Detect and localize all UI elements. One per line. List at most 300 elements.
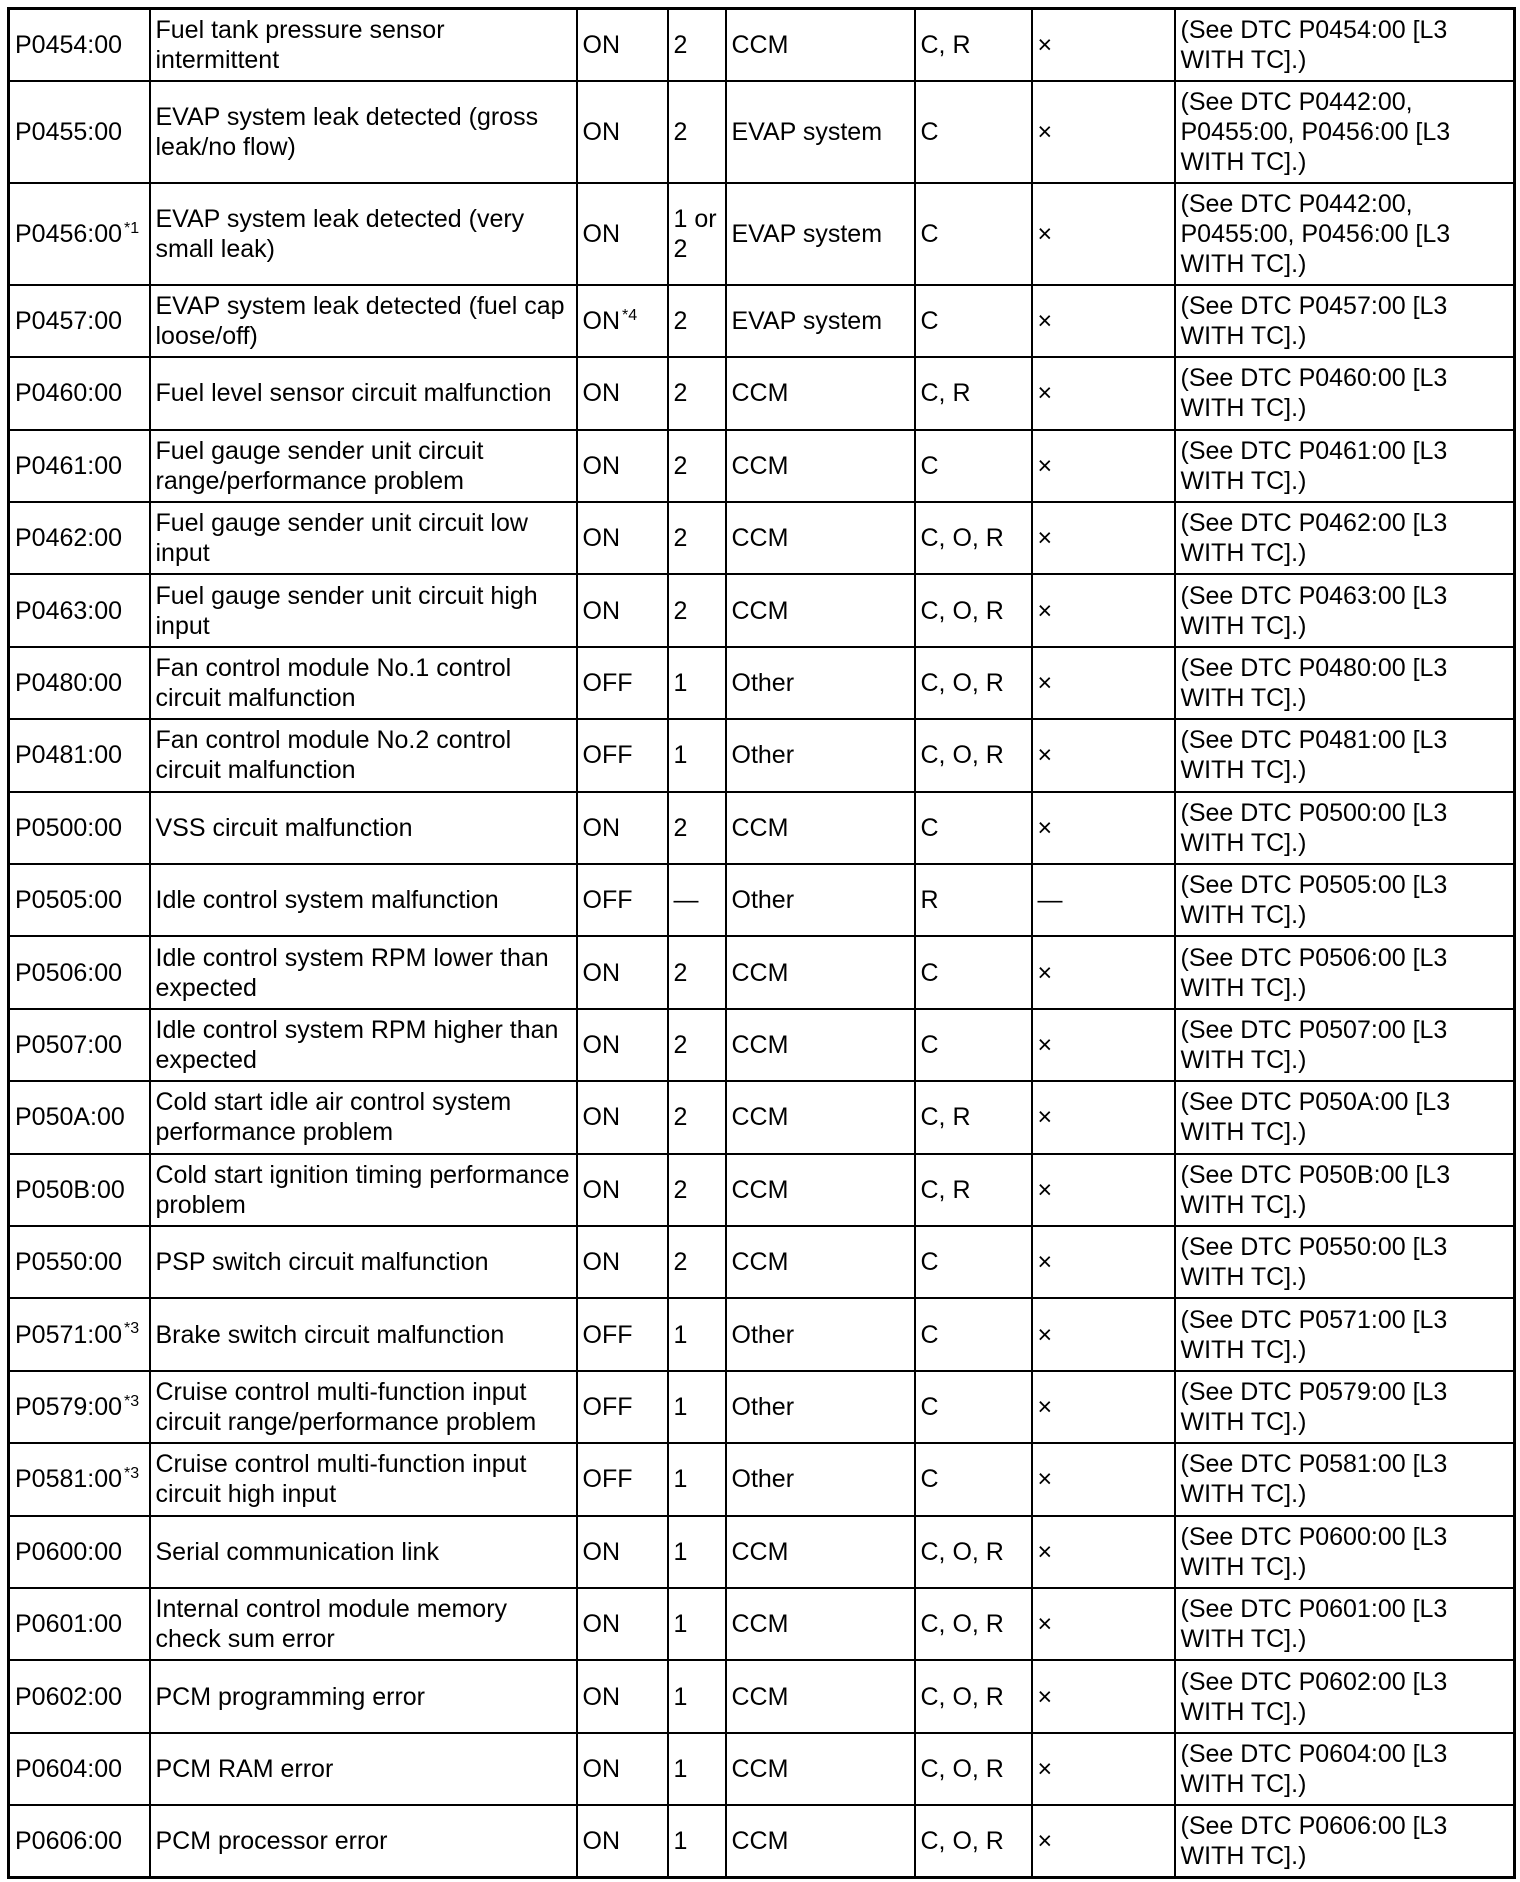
dtc-code-cell-text: P0550:00 [15, 1248, 123, 1277]
monitor-item-cell-text: CCM [731, 1682, 789, 1711]
drive-cycle-cell [668, 1660, 726, 1732]
monitor-item-cell-text: EVAP system [731, 117, 883, 146]
mil-cell-text: OFF [582, 886, 633, 915]
dtc-code-cell [9, 1298, 150, 1370]
dtc-description-cell [150, 285, 577, 357]
drive-cycle-cell-text: 2 [673, 958, 688, 987]
dtc-description-cell-text: Internal control module memory check sum error [155, 1595, 508, 1654]
self-test-type-cell [1032, 357, 1175, 429]
dtc-code-cell [9, 502, 150, 574]
memory-function-cell-text: C [920, 813, 939, 842]
memory-function-cell [915, 1588, 1032, 1660]
dtc-description-cell-text: Fan control module No.1 control circuit malfunction [155, 654, 512, 713]
mil-cell [577, 1009, 668, 1081]
dtc-code-cell-text: P0460:00 [15, 379, 123, 408]
dtc-code-cell-text: P0454:00 [15, 30, 123, 59]
table-row [9, 1154, 1515, 1226]
self-test-type-cell [1032, 285, 1175, 357]
memory-function-cell-text: C, O, R [920, 1682, 1004, 1711]
dtc-code-cell-text: P0462:00 [15, 524, 123, 553]
drive-cycle-cell-text: 2 [673, 1103, 688, 1132]
dtc-code-cell [9, 1516, 150, 1588]
monitor-item-cell-text: CCM [731, 30, 789, 59]
mil-cell [577, 1154, 668, 1226]
memory-function-cell-text: C, R [920, 30, 971, 59]
reference-cell-text: (See DTC P0550:00 [L3 WITH TC].) [1180, 1233, 1448, 1292]
table-row [9, 719, 1515, 791]
self-test-type-cell-text: × [1037, 307, 1053, 336]
table-row [9, 1298, 1515, 1370]
monitor-item-cell-text: CCM [731, 813, 789, 842]
monitor-item-cell [726, 936, 915, 1008]
dtc-code-cell-footnote: *1 [124, 219, 140, 237]
mil-cell [577, 719, 668, 791]
mil-cell-text: ON [582, 524, 620, 553]
dtc-description-cell [150, 1154, 577, 1226]
dtc-code-cell-text: P0457:00 [15, 307, 123, 336]
dtc-code-cell-text: P0606:00 [15, 1827, 123, 1856]
memory-function-cell [915, 183, 1032, 285]
monitor-item-cell [726, 1443, 915, 1515]
drive-cycle-cell-text: 1 [673, 669, 688, 698]
mil-cell [577, 574, 668, 646]
reference-cell-text: (See DTC P0604:00 [L3 WITH TC].) [1180, 1739, 1448, 1798]
monitor-item-cell-text: CCM [731, 958, 789, 987]
reference-cell-text: (See DTC P0505:00 [L3 WITH TC].) [1180, 871, 1448, 930]
memory-function-cell-text: C [920, 958, 939, 987]
drive-cycle-cell-text: 1 [673, 1682, 688, 1711]
reference-cell [1175, 502, 1515, 574]
dtc-code-cell [9, 1009, 150, 1081]
dtc-code-cell [9, 1660, 150, 1732]
memory-function-cell [915, 1660, 1032, 1732]
monitor-item-cell [726, 1516, 915, 1588]
self-test-type-cell-text: × [1037, 958, 1053, 987]
self-test-type-cell [1032, 81, 1175, 183]
table-row [9, 1009, 1515, 1081]
drive-cycle-cell [668, 719, 726, 791]
mil-cell-text: ON [582, 1175, 620, 1204]
monitor-item-cell [726, 1660, 915, 1732]
table-row [9, 430, 1515, 502]
dtc-code-cell [9, 1443, 150, 1515]
dtc-description-cell-text: Idle control system malfunction [155, 886, 499, 915]
table-row [9, 574, 1515, 646]
drive-cycle-cell [668, 357, 726, 429]
drive-cycle-cell-text: 2 [673, 307, 688, 336]
mil-cell [577, 1298, 668, 1370]
reference-cell [1175, 285, 1515, 357]
drive-cycle-cell-text: 1 [673, 741, 688, 770]
table-row [9, 1081, 1515, 1153]
drive-cycle-cell [668, 1588, 726, 1660]
drive-cycle-cell-text: 2 [673, 117, 688, 146]
monitor-item-cell-text: EVAP system [731, 219, 883, 248]
memory-function-cell [915, 647, 1032, 719]
monitor-item-cell-text: Other [731, 1392, 795, 1421]
table-row [9, 1805, 1515, 1877]
reference-cell-text: (See DTC P0442:00, P0455:00, P0456:00 [L3 WITH TC].) [1180, 87, 1451, 176]
memory-function-cell [915, 1009, 1032, 1081]
monitor-item-cell-text: CCM [731, 1248, 789, 1277]
drive-cycle-cell-text: 2 [673, 1030, 688, 1059]
memory-function-cell [915, 864, 1032, 936]
mil-cell-text: OFF [582, 741, 633, 770]
self-test-type-cell-text: × [1037, 596, 1053, 625]
mil-cell [577, 1733, 668, 1805]
dtc-table-body [9, 9, 1515, 1878]
self-test-type-cell-text: × [1037, 1610, 1053, 1639]
memory-function-cell-text: C, O, R [920, 596, 1004, 625]
dtc-description-cell [150, 1371, 577, 1443]
dtc-description-cell-text: PCM programming error [155, 1682, 426, 1711]
dtc-description-cell [150, 1226, 577, 1298]
reference-cell-text: (See DTC P0457:00 [L3 WITH TC].) [1180, 292, 1448, 351]
drive-cycle-cell-text: 1 [673, 1610, 688, 1639]
memory-function-cell [915, 9, 1032, 81]
table-row [9, 1588, 1515, 1660]
reference-cell-text: (See DTC P0606:00 [L3 WITH TC].) [1180, 1812, 1448, 1871]
self-test-type-cell-text: × [1037, 1103, 1053, 1132]
monitor-item-cell [726, 574, 915, 646]
dtc-code-cell-text: P0463:00 [15, 596, 123, 625]
table-row [9, 502, 1515, 574]
self-test-type-cell [1032, 9, 1175, 81]
drive-cycle-cell [668, 1298, 726, 1370]
monitor-item-cell-text: CCM [731, 1103, 789, 1132]
dtc-code-cell-text: P050B:00 [15, 1175, 125, 1204]
memory-function-cell-text: C [920, 1248, 939, 1277]
dtc-code-cell [9, 1371, 150, 1443]
reference-cell-text: (See DTC P0602:00 [L3 WITH TC].) [1180, 1667, 1448, 1726]
dtc-code-cell [9, 574, 150, 646]
memory-function-cell-text: C, O, R [920, 524, 1004, 553]
table-row [9, 183, 1515, 285]
mil-cell-text: ON [582, 1827, 620, 1856]
dtc-description-cell-text: EVAP system leak detected (very small leak) [155, 204, 525, 263]
memory-function-cell-text: C, O, R [920, 1610, 1004, 1639]
monitor-item-cell-text: CCM [731, 596, 789, 625]
self-test-type-cell-text: × [1037, 451, 1053, 480]
reference-cell [1175, 183, 1515, 285]
self-test-type-cell [1032, 1154, 1175, 1226]
self-test-type-cell [1032, 647, 1175, 719]
self-test-type-cell [1032, 574, 1175, 646]
mil-cell [577, 357, 668, 429]
reference-cell-text: (See DTC P0480:00 [L3 WITH TC].) [1180, 654, 1448, 713]
memory-function-cell [915, 1154, 1032, 1226]
drive-cycle-cell-text: 2 [673, 451, 688, 480]
monitor-item-cell-text: CCM [731, 1537, 789, 1566]
drive-cycle-cell [668, 792, 726, 864]
dtc-code-cell-footnote: *3 [124, 1320, 140, 1338]
drive-cycle-cell [668, 1009, 726, 1081]
drive-cycle-cell [668, 1154, 726, 1226]
mil-cell [577, 502, 668, 574]
mil-cell [577, 183, 668, 285]
self-test-type-cell-text: × [1037, 524, 1053, 553]
self-test-type-cell [1032, 1733, 1175, 1805]
dtc-description-cell-text: Brake switch circuit malfunction [155, 1320, 505, 1349]
dtc-description-cell [150, 719, 577, 791]
self-test-type-cell [1032, 502, 1175, 574]
reference-cell [1175, 1516, 1515, 1588]
self-test-type-cell-text: × [1037, 219, 1053, 248]
reference-cell [1175, 357, 1515, 429]
memory-function-cell [915, 1298, 1032, 1370]
dtc-description-cell [150, 647, 577, 719]
dtc-code-cell-text: P0581:00 [15, 1465, 123, 1494]
mil-cell-text: ON [582, 1610, 620, 1639]
memory-function-cell [915, 1516, 1032, 1588]
dtc-description-cell [150, 864, 577, 936]
dtc-description-cell-text: Fuel gauge sender unit circuit high input [155, 581, 538, 640]
dtc-code-cell-text: P0507:00 [15, 1030, 123, 1059]
dtc-description-cell-text: PSP switch circuit malfunction [155, 1248, 489, 1277]
drive-cycle-cell [668, 502, 726, 574]
dtc-code-cell [9, 864, 150, 936]
reference-cell-text: (See DTC P0460:00 [L3 WITH TC].) [1180, 364, 1448, 423]
drive-cycle-cell [668, 1516, 726, 1588]
memory-function-cell-text: C, O, R [920, 1537, 1004, 1566]
mil-cell [577, 81, 668, 183]
mil-cell [577, 1660, 668, 1732]
monitor-item-cell-text: Other [731, 1320, 795, 1349]
self-test-type-cell [1032, 1371, 1175, 1443]
dtc-description-cell-text: Fan control module No.2 control circuit malfunction [155, 726, 512, 785]
self-test-type-cell [1032, 792, 1175, 864]
drive-cycle-cell-text: — [673, 886, 699, 915]
monitor-item-cell-text: Other [731, 669, 795, 698]
monitor-item-cell [726, 9, 915, 81]
mil-cell [577, 430, 668, 502]
mil-cell [577, 9, 668, 81]
table-row [9, 1226, 1515, 1298]
dtc-description-cell-text: Cruise control multi-function input circuit high input [155, 1450, 527, 1509]
dtc-code-cell [9, 183, 150, 285]
self-test-type-cell [1032, 936, 1175, 1008]
mil-cell [577, 1081, 668, 1153]
self-test-type-cell-text: × [1037, 1030, 1053, 1059]
memory-function-cell-text: C [920, 117, 939, 146]
table-row [9, 1660, 1515, 1732]
dtc-code-cell-text: P0579:00 [15, 1392, 123, 1421]
self-test-type-cell-text: × [1037, 1537, 1053, 1566]
self-test-type-cell-text: × [1037, 1175, 1053, 1204]
mil-cell-text: ON [582, 1537, 620, 1566]
reference-cell [1175, 936, 1515, 1008]
reference-cell-text: (See DTC P0600:00 [L3 WITH TC].) [1180, 1522, 1448, 1581]
reference-cell [1175, 1009, 1515, 1081]
dtc-description-cell-text: EVAP system leak detected (gross leak/no flow) [155, 102, 539, 161]
drive-cycle-cell [668, 1371, 726, 1443]
dtc-code-cell-text: P0456:00 [15, 219, 123, 248]
memory-function-cell [915, 1081, 1032, 1153]
memory-function-cell-text: C [920, 1320, 939, 1349]
drive-cycle-cell [668, 936, 726, 1008]
table-row [9, 1516, 1515, 1588]
mil-cell-text: ON [582, 1682, 620, 1711]
reference-cell-text: (See DTC P050A:00 [L3 WITH TC].) [1180, 1088, 1451, 1147]
mil-cell [577, 792, 668, 864]
dtc-description-cell-text: Fuel gauge sender unit circuit low input [155, 509, 528, 568]
dtc-code-cell [9, 430, 150, 502]
memory-function-cell-text: C, R [920, 1103, 971, 1132]
dtc-code-cell [9, 647, 150, 719]
drive-cycle-cell [668, 1805, 726, 1877]
dtc-code-cell [9, 357, 150, 429]
reference-cell-text: (See DTC P0454:00 [L3 WITH TC].) [1180, 15, 1448, 74]
drive-cycle-cell-text: 1 [673, 1320, 688, 1349]
dtc-code-cell-footnote: *3 [124, 1392, 140, 1410]
reference-cell-text: (See DTC P0581:00 [L3 WITH TC].) [1180, 1450, 1448, 1509]
self-test-type-cell [1032, 1805, 1175, 1877]
memory-function-cell [915, 430, 1032, 502]
reference-cell [1175, 1805, 1515, 1877]
dtc-code-cell-footnote: *3 [124, 1465, 140, 1482]
memory-function-cell-text: C [920, 1465, 939, 1494]
monitor-item-cell-text: CCM [731, 1030, 789, 1059]
monitor-item-cell-text: CCM [731, 1827, 789, 1856]
self-test-type-cell-text: × [1037, 813, 1053, 842]
mil-cell [577, 1805, 668, 1877]
dtc-description-cell [150, 574, 577, 646]
dtc-code-cell [9, 1588, 150, 1660]
mil-cell [577, 936, 668, 1008]
monitor-item-cell [726, 1298, 915, 1370]
mil-cell [577, 1516, 668, 1588]
memory-function-cell-text: C, O, R [920, 669, 1004, 698]
memory-function-cell-text: C [920, 1030, 939, 1059]
mil-cell-text: OFF [582, 1392, 633, 1421]
drive-cycle-cell [668, 574, 726, 646]
memory-function-cell [915, 719, 1032, 791]
reference-cell [1175, 1154, 1515, 1226]
drive-cycle-cell-text: 2 [673, 1248, 688, 1277]
table-row [9, 1733, 1515, 1805]
dtc-description-cell-text: Idle control system RPM higher than expected [155, 1015, 559, 1074]
self-test-type-cell-text: × [1037, 669, 1053, 698]
dtc-code-cell-text: P0600:00 [15, 1537, 123, 1566]
mil-cell-text: ON [582, 958, 620, 987]
reference-cell [1175, 574, 1515, 646]
self-test-type-cell [1032, 864, 1175, 936]
dtc-description-cell-text: PCM processor error [155, 1827, 388, 1856]
reference-cell-text: (See DTC P0463:00 [L3 WITH TC].) [1180, 581, 1448, 640]
dtc-description-cell [150, 1081, 577, 1153]
monitor-item-cell [726, 1805, 915, 1877]
dtc-code-cell-text: P0602:00 [15, 1682, 123, 1711]
dtc-code-cell-text: P0505:00 [15, 886, 123, 915]
dtc-description-cell [150, 936, 577, 1008]
mil-cell-text: ON [582, 813, 620, 842]
monitor-item-cell [726, 719, 915, 791]
memory-function-cell [915, 1371, 1032, 1443]
monitor-item-cell [726, 81, 915, 183]
dtc-description-cell [150, 1805, 577, 1877]
memory-function-cell [915, 357, 1032, 429]
dtc-code-cell [9, 1081, 150, 1153]
dtc-code-cell [9, 1154, 150, 1226]
memory-function-cell [915, 285, 1032, 357]
monitor-item-cell [726, 502, 915, 574]
self-test-type-cell [1032, 1081, 1175, 1153]
table-row [9, 1371, 1515, 1443]
reference-cell [1175, 81, 1515, 183]
table-row [9, 936, 1515, 1008]
dtc-code-cell-text: P0480:00 [15, 669, 123, 698]
reference-cell [1175, 864, 1515, 936]
self-test-type-cell-text: × [1037, 1682, 1053, 1711]
monitor-item-cell-text: EVAP system [731, 307, 883, 336]
mil-cell-text: ON [582, 307, 620, 336]
mil-cell-text: ON [582, 596, 620, 625]
mil-cell [577, 1443, 668, 1515]
reference-cell [1175, 792, 1515, 864]
reference-cell-text: (See DTC P0506:00 [L3 WITH TC].) [1180, 943, 1448, 1002]
dtc-description-cell-text: Serial communication link [155, 1537, 439, 1566]
drive-cycle-cell-text: 1 [673, 1754, 688, 1783]
self-test-type-cell [1032, 1443, 1175, 1515]
monitor-item-cell [726, 285, 915, 357]
memory-function-cell [915, 1443, 1032, 1515]
drive-cycle-cell-text: 1 [673, 1465, 688, 1494]
drive-cycle-cell-text: 1 or 2 [673, 204, 717, 263]
memory-function-cell [915, 502, 1032, 574]
monitor-item-cell [726, 792, 915, 864]
self-test-type-cell-text: × [1037, 1827, 1053, 1856]
mil-cell [577, 1226, 668, 1298]
drive-cycle-cell [668, 183, 726, 285]
mil-cell-text: ON [582, 117, 620, 146]
dtc-description-cell [150, 1443, 577, 1515]
memory-function-cell [915, 574, 1032, 646]
reference-cell [1175, 1081, 1515, 1153]
self-test-type-cell-text: × [1037, 117, 1053, 146]
self-test-type-cell-text: × [1037, 1392, 1053, 1421]
monitor-item-cell-text: Other [731, 1465, 795, 1494]
reference-cell [1175, 1371, 1515, 1443]
monitor-item-cell-text: CCM [731, 524, 789, 553]
self-test-type-cell [1032, 1660, 1175, 1732]
monitor-item-cell [726, 1154, 915, 1226]
memory-function-cell [915, 1226, 1032, 1298]
mil-cell-text: ON [582, 1030, 620, 1059]
drive-cycle-cell [668, 81, 726, 183]
monitor-item-cell-text: Other [731, 741, 795, 770]
dtc-code-cell [9, 936, 150, 1008]
reference-cell [1175, 1733, 1515, 1805]
reference-cell-text: (See DTC P0571:00 [L3 WITH TC].) [1180, 1305, 1448, 1364]
drive-cycle-cell-text: 2 [673, 813, 688, 842]
monitor-item-cell-text: Other [731, 886, 795, 915]
drive-cycle-cell-text: 2 [673, 524, 688, 553]
drive-cycle-cell-text: 2 [673, 30, 688, 59]
dtc-code-cell-text: P050A:00 [15, 1103, 125, 1132]
mil-cell-footnote: *4 [622, 306, 638, 324]
dtc-code-cell-text: P0455:00 [15, 117, 123, 146]
monitor-item-cell-text: CCM [731, 1610, 789, 1639]
table-row [9, 9, 1515, 81]
monitor-item-cell-text: CCM [731, 1175, 789, 1204]
self-test-type-cell [1032, 1588, 1175, 1660]
reference-cell-text: (See DTC P0579:00 [L3 WITH TC].) [1180, 1377, 1448, 1436]
self-test-type-cell [1032, 1226, 1175, 1298]
dtc-description-cell-text: PCM RAM error [155, 1754, 334, 1783]
dtc-description-cell [150, 1733, 577, 1805]
mil-cell-text: OFF [582, 1465, 633, 1494]
memory-function-cell [915, 1733, 1032, 1805]
